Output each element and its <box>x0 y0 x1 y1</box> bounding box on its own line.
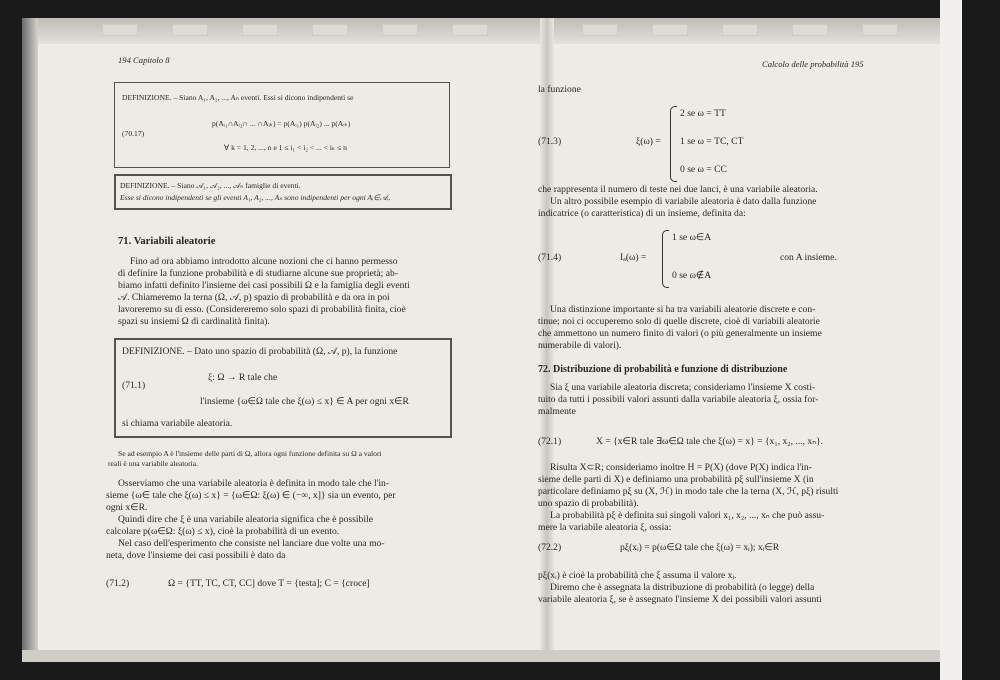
text-line: sieme {ω∈ tale che ξ(ω) ≤ x} = {ω∈Ω: ξ(ω) ∈ (−∞, x]} sia un evento, per <box>106 490 396 501</box>
text-line: biamo infatti definito l'insieme dei casi possibili Ω e la famiglia degli eventi <box>118 280 410 291</box>
text-line: di definire la funzione probabilità e di studiarne alcune sue proprietà; ab- <box>118 268 398 279</box>
case-line: 0 se ω∉A <box>672 270 712 281</box>
text-line: Nel caso dell'esperimento che consiste nel lanciare due volte una mo- <box>118 538 385 549</box>
value-set-formula: X = {x∈R tale ∃ω∈Ω tale che ξ(ω) = x} = {x₁, x₂, ..., xₙ}. <box>596 436 824 447</box>
scanner-margin <box>940 0 962 680</box>
text-line: neta, dove l'insieme dei casi possibili è dato da <box>106 550 286 561</box>
text-line: lavoreremo su di esso. (Considereremo solo spazi di probabilità finita, cioè <box>118 304 406 315</box>
definition-families-line1: DEFINIZIONE. – Siano 𝒜₁, 𝒜₂, ..., 𝒜ₙ famiglie di eventi. <box>120 181 301 190</box>
xi-definition-lhs: ξ(ω) = <box>636 136 661 147</box>
text-line: La probabilità pξ è definita sui singoli valori x₁, x₂, ..., xₙ che può assu- <box>550 510 825 521</box>
text-line: indicatrice (o caratteristica) di un insieme, definita da: <box>538 208 746 219</box>
text-line: Risulta X⊂R; consideriamo inoltre H = P(X) (dove P(X) indica l'in- <box>550 462 812 473</box>
probability-xi-formula: pξ(xᵢ) = p(ω∈Ω tale che ξ(ω) = xᵢ); xᵢ∈R <box>620 542 780 553</box>
definition-title: DEFINIZIONE. – Siano A₁, A₂, ..., Aₙ eventi. Essi si dicono indipendenti se <box>122 93 354 102</box>
text-line: la funzione <box>538 84 581 95</box>
text-line: ogni x∈R. <box>106 502 148 513</box>
text-line: mere la variabile aleatoria ξ, ossia: <box>538 522 672 533</box>
indicator-tail: con A insieme. <box>780 252 837 263</box>
case-line: 1 se ω = TC, CT <box>680 136 744 147</box>
equation-number: (71.4) <box>538 252 562 263</box>
case-line: 2 se ω = TT <box>680 108 726 119</box>
text-line: pξ(xᵢ) è cioè la probabilità che ξ assuma il valore xᵢ. <box>538 570 737 581</box>
scan-edge <box>22 18 940 44</box>
text-line: Una distinzione importante si ha tra variabili aleatorie discrete e con- <box>550 304 816 315</box>
equation-number: (71.2) <box>106 578 130 589</box>
indicator-lhs: Iₐ(ω) = <box>620 252 647 263</box>
text-line: spazi su insiemi Ω di cardinalità finita). <box>118 316 270 327</box>
text-line: Fino ad ora abbiamo introdotto alcune nozioni che ci hanno permesso <box>130 256 398 267</box>
equation-number: (71.3) <box>538 136 562 147</box>
footnote-line: Se ad esempio A è l'insieme delle parti di Ω, allora ogni funzione definita su Ω a valori <box>118 449 382 458</box>
text-line: Quindi dire che ξ è una variabile aleatoria significa che è possibile <box>118 514 373 525</box>
left-page-header: 194 Capitolo 8 <box>118 55 170 65</box>
text-line: variabile aleatoria ξ, se è assegnato l'insieme X dei possibili valori assunti <box>538 594 822 605</box>
case-line: 1 se ω∈A <box>672 232 712 243</box>
text-line: particolare definiamo pξ su (X, ℋ) in modo tale che la terna (X, ℋ, pξ) risulti <box>538 486 839 497</box>
binding-shadow <box>22 18 38 662</box>
cases-brace <box>662 230 669 288</box>
text-line: Un altro possibile esempio di variabile aleatoria è dato dalla funzione <box>550 196 817 207</box>
independence-formula: p(Aᵢ₁∩Aᵢ₂∩ ... ∩Aᵢₖ) = p(Aᵢ₁) p(Aᵢ₂) ... p(Aᵢₖ) <box>212 119 351 128</box>
text-line: uno spazio di probabilità). <box>538 498 639 509</box>
text-line: malmente <box>538 406 576 417</box>
independence-condition: ∀ k = 1, 2, ..., n e 1 ≤ i₁ < i₂ < ... < iₖ ≤ n <box>224 143 347 152</box>
definition-rv-set: l'insieme {ω∈Ω tale che ξ(ω) ≤ x} ∈ A per ogni x∈R <box>200 396 409 407</box>
case-line: 0 se ω = CC <box>680 164 727 175</box>
section-title-71: 71. Variabili aleatorie <box>118 236 216 247</box>
text-line: tuito da tutti i possibili valori assunti dalla variabile aleatoria ξ, ossia for- <box>538 394 819 405</box>
definition-rv-closing: si chiama variabile aleatoria. <box>122 418 233 429</box>
text-line: Osserviamo che una variabile aleatoria è definita in modo tale che l'in- <box>118 478 390 489</box>
text-line: 𝒜. Chiameremo la terna (Ω, 𝒜, p) spazio di probabilità e da ora in poi <box>118 292 390 303</box>
equation-number: (72.1) <box>538 436 562 447</box>
definition-rv-title: DEFINIZIONE. – Dato uno spazio di probabilità (Ω, 𝒜, p), la funzione <box>122 346 398 357</box>
text-line: che rappresenta il numero di teste nei due lanci, è una variabile aleatoria. <box>538 184 818 195</box>
text-line: che ammettono un numero finito di valori (o più generalmente un insieme <box>538 328 822 339</box>
text-line: numerabile di valori). <box>538 340 622 351</box>
right-page-header: Calcolo delle probabilità 195 <box>762 59 864 69</box>
text-line: tinue; noi ci occuperemo solo di quelle discrete, cioè di variabili aleatorie <box>538 316 820 327</box>
equation-number: (72.2) <box>538 542 562 553</box>
cases-brace <box>670 106 677 182</box>
equation-number: (70.17) <box>122 129 145 138</box>
book-spread <box>22 18 940 662</box>
sample-space-formula: Ω = {TT, TC, CT, CC] dove T = {testa]; C = {croce] <box>168 578 370 589</box>
text-line: calcolare p(ω∈Ω: ξ(ω) ≤ x), cioè la probabilità di un evento. <box>106 526 340 537</box>
equation-number: (71.1) <box>122 380 146 391</box>
text-line: Diremo che è assegnata la distribuzione di probabilità (o legge) della <box>550 582 815 593</box>
text-line: sieme delle parti di X) e definiamo una probabilità pξ sull'insieme X (in <box>538 474 814 485</box>
footnote-line: reali è una variabile aleatoria. <box>108 459 199 468</box>
definition-rv-map: ξ: Ω → R tale che <box>208 372 278 383</box>
text-line: Sia ξ una variabile aleatoria discreta; consideriamo l'insieme X costi- <box>550 382 816 393</box>
definition-families-line2: Esse si dicono indipendenti se gli eventi A₁, A₂, ..., Aₙ sono indipendenti per ogni Aᵢ∈𝒜ᵢ. <box>120 193 391 202</box>
scan-bottom-edge <box>22 650 940 662</box>
section-title-72: 72. Distribuzione di probabilità e funzione di distribuzione <box>538 364 788 375</box>
